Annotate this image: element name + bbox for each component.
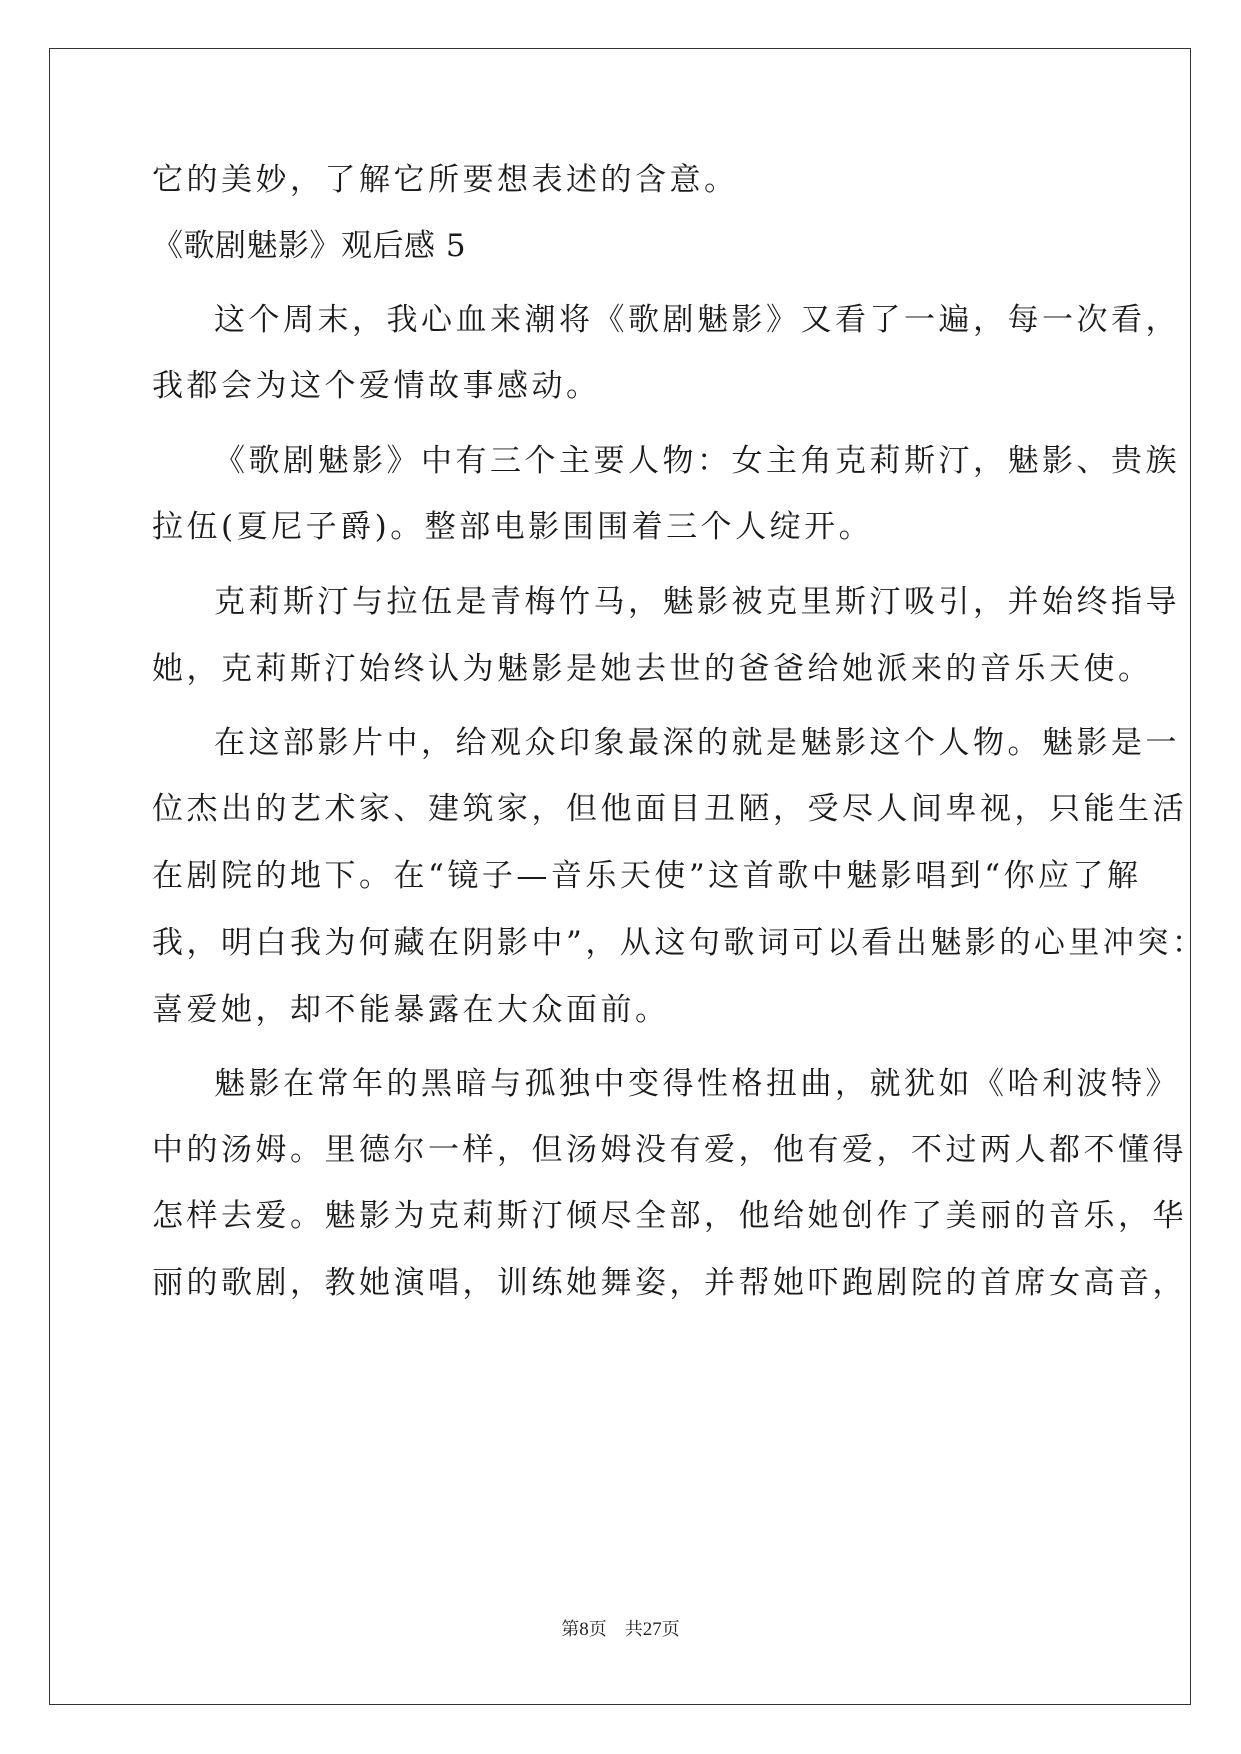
body-line: 我都会为这个爱情故事感动。 (152, 368, 601, 404)
body-line: 拉伍(夏尼子爵)。整部电影围围着三个人绽开。 (152, 509, 874, 545)
page-prefix: 第 (561, 1619, 580, 1640)
body-line: 在剧院的地下。在“镜子—音乐天使”这首歌中魅影唱到“你应了解 (152, 858, 1142, 894)
body-line: 喜爱她，却不能暴露在大众面前。 (152, 992, 670, 1028)
body-line: 中的汤姆。里德尔一样，但汤姆没有爱，他有爱，不过两人都不懂得 (152, 1132, 1187, 1168)
body-line: 我，明白我为何藏在阴影中”，从这句歌词可以看出魅影的心里冲突： (152, 925, 1207, 961)
body-line: 《歌剧魅影》中有三个主要人物：女主角克莉斯汀，魅影、贵族 (214, 443, 1180, 479)
body-line: 丽的歌剧，教她演唱，训练她舞姿，并帮她吓跑剧院的首席女高音， (152, 1265, 1187, 1301)
total-pages: 27 (642, 1619, 662, 1640)
total-prefix: 共 (624, 1619, 643, 1640)
body-line: 她，克莉斯汀始终认为魅影是她去世的爸爸给她派来的音乐天使。 (152, 651, 1153, 687)
total-suffix: 页 (661, 1619, 680, 1640)
body-line: 位杰出的艺术家、建筑家，但他面目丑陋，受尽人间卑视，只能生活 (152, 791, 1187, 827)
body-line: 怎样去爱。魅影为克莉斯汀倾尽全部，他给她创作了美丽的音乐，华 (152, 1198, 1187, 1234)
section-heading: 《歌剧魅影》观后感 5 (152, 228, 467, 264)
body-line: 魅影在常年的黑暗与孤独中变得性格扭曲，就犹如《哈利波特》 (214, 1066, 1180, 1102)
body-line: 这个周末，我心血来潮将《歌剧魅影》又看了一遍，每一次看， (214, 302, 1180, 338)
body-line: 它的美妙，了解它所要想表述的含意。 (152, 162, 739, 198)
body-line: 在这部影片中，给观众印象最深的就是魅影这个人物。魅影是一 (214, 725, 1180, 761)
page-footer (0, 1618, 1241, 1642)
body-line: 克莉斯汀与拉伍是青梅竹马，魅影被克里斯汀吸引，并始终指导 (214, 584, 1180, 620)
page-number: 8 (579, 1619, 589, 1640)
page-suffix: 页 (588, 1619, 607, 1640)
